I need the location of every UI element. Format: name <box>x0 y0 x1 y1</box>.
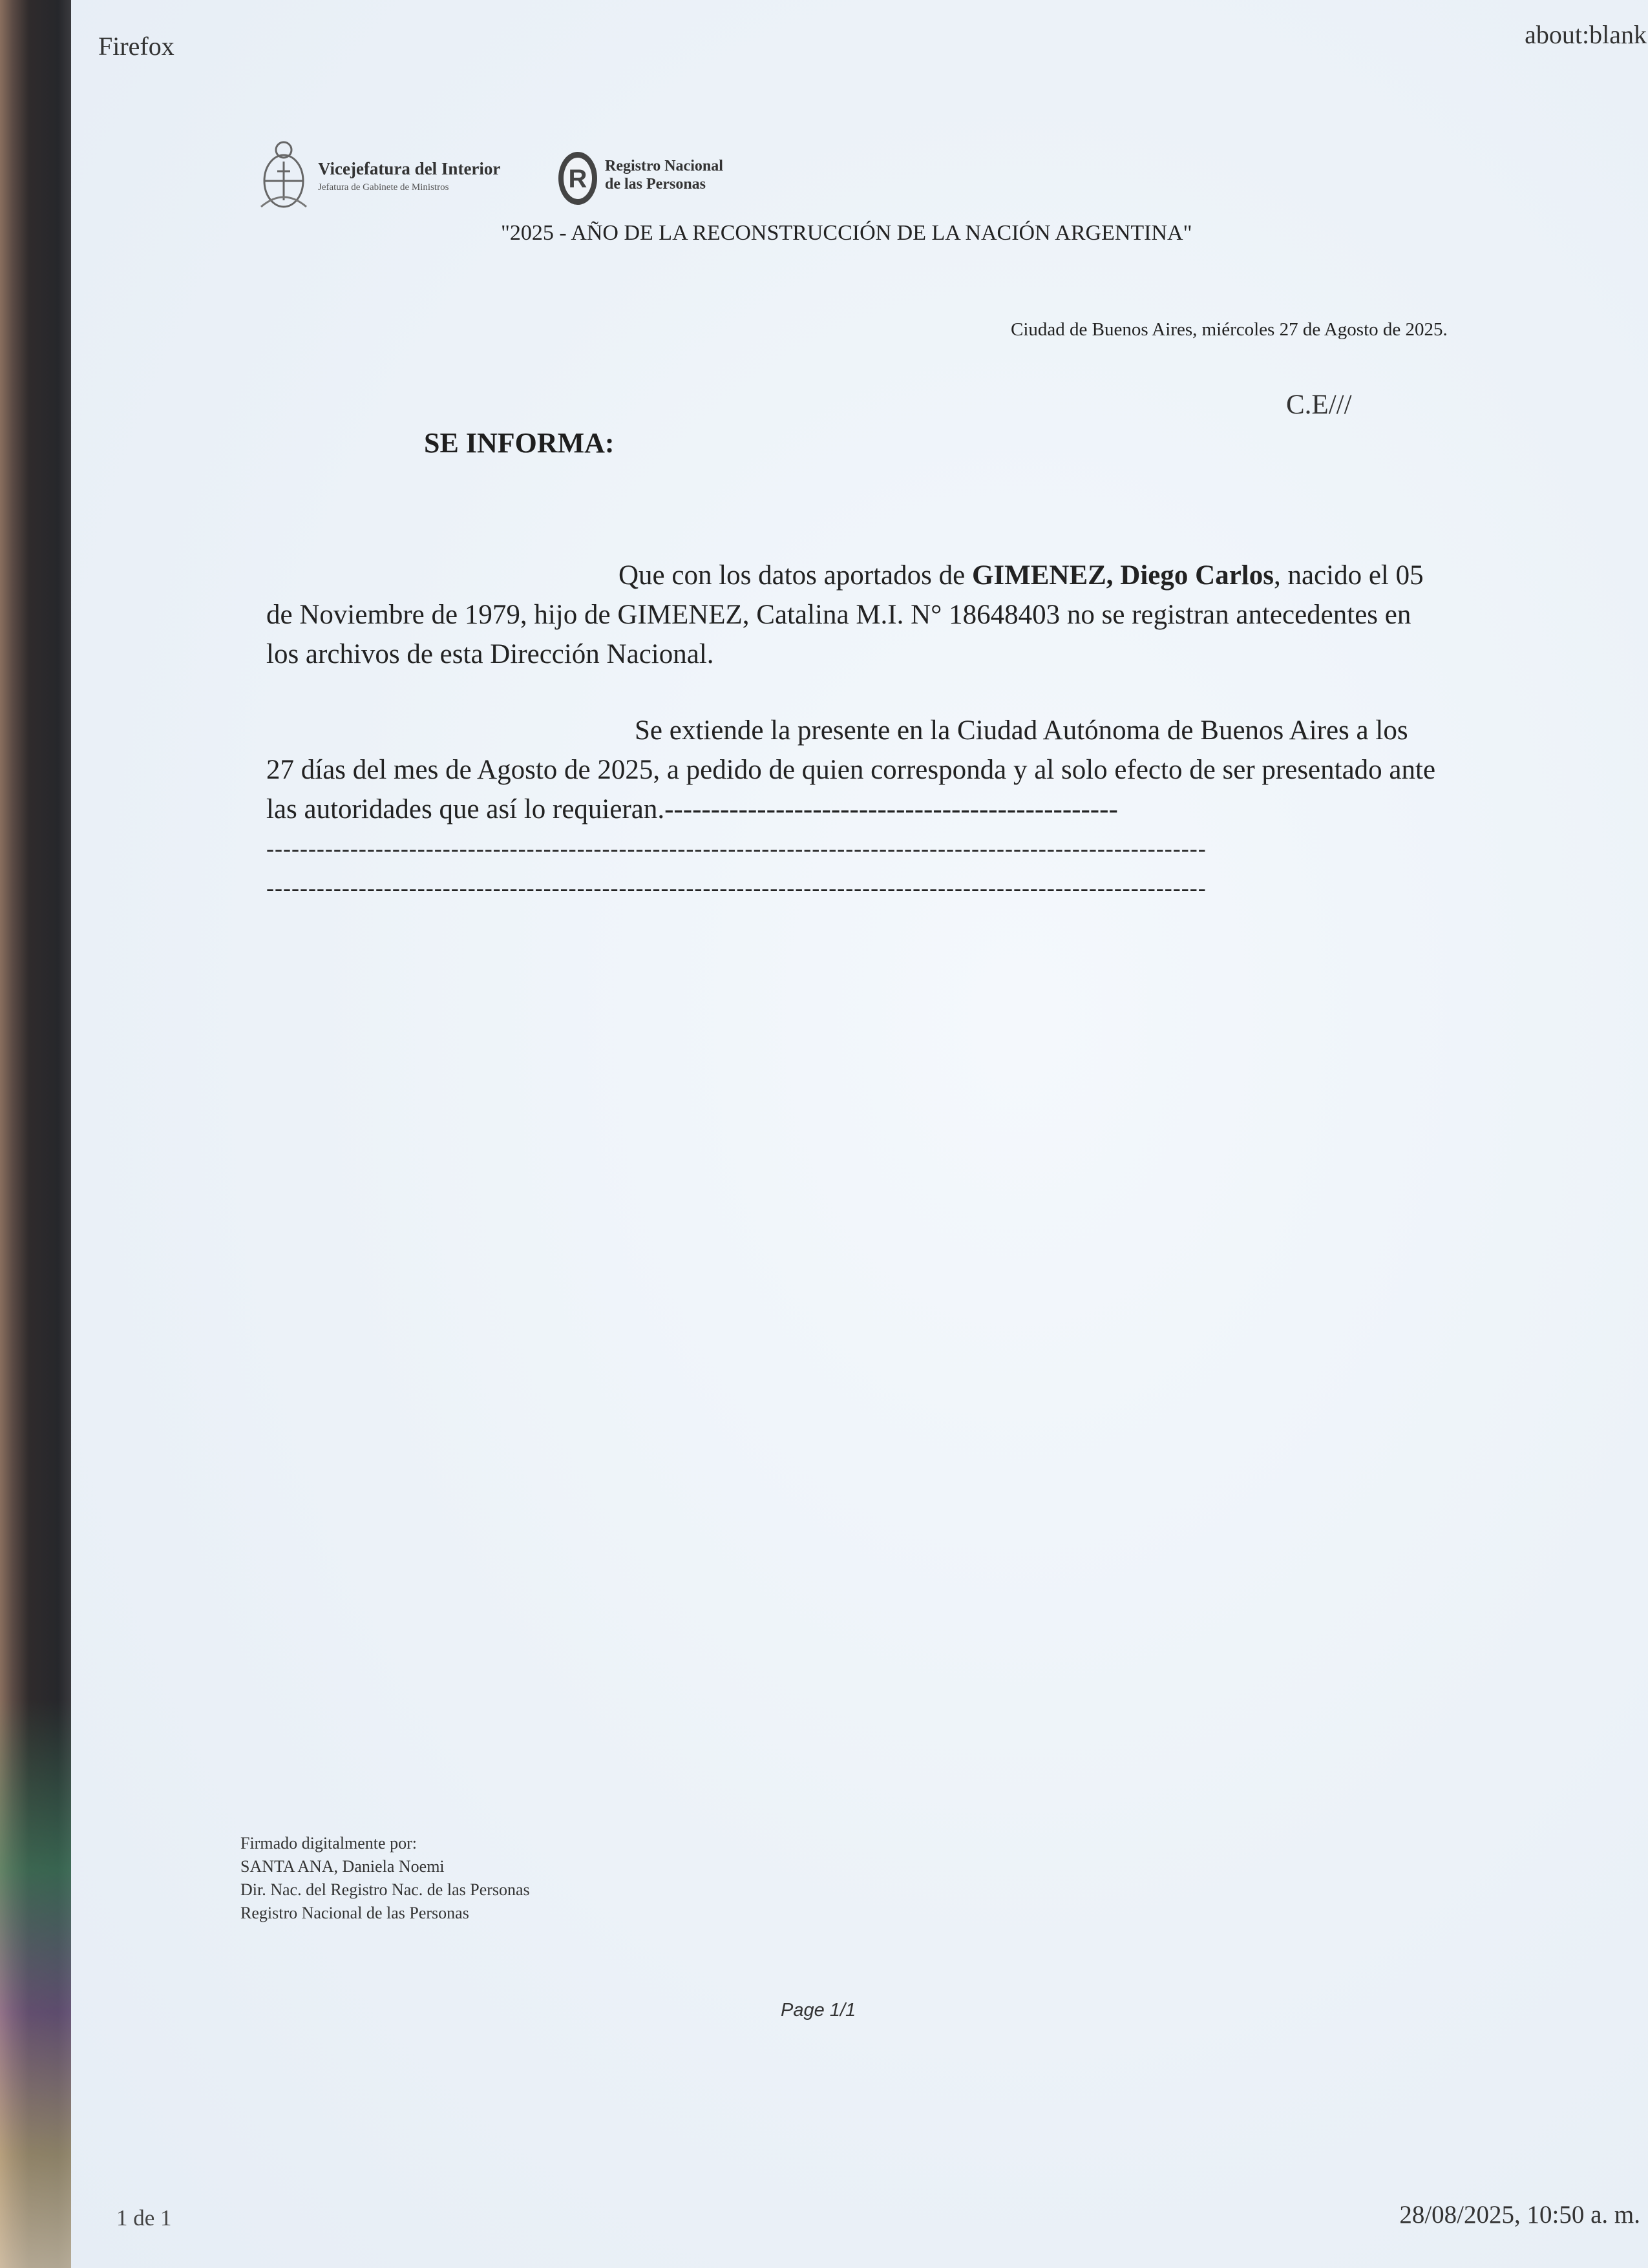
dash-filler-line-2: ---------------------------------------------------------------------------------------------------------------- <box>266 875 1207 901</box>
paragraph-1-start: Que con los datos aportados de <box>618 560 972 591</box>
signature-signer-name: SANTA ANA, Daniela Noemi <box>240 1857 445 1876</box>
browser-print-footer-left: 1 de 1 <box>116 2205 172 2231</box>
document-heading: SE INFORMA: <box>424 427 615 459</box>
digital-signature-block <box>240 1832 530 1925</box>
person-name: GIMENEZ, Diego Carlos <box>971 560 1274 591</box>
letterhead <box>256 136 922 220</box>
signature-line-1: Firmado digitalmente por: <box>240 1834 417 1853</box>
signature-line-3: Dir. Nac. del Registro Nac. de las Personas <box>240 1880 530 1899</box>
paragraph-1-rest: , nacido el 05 de Noviembre de 1979, hijo de GIMENEZ, Catalina M.I. N° 18648403 no se registran antecedentes en los archivos de esta Dirección Nacional. <box>266 560 1424 669</box>
dash-filler-line-1: ---------------------------------------------------------------------------------------------------------------- <box>266 835 1207 861</box>
logo2-title: Registro Nacional <box>605 158 723 174</box>
scanner-color-stain <box>0 1699 78 2268</box>
paragraph-2-text: Se extiende la presente en la Ciudad Autónoma de Buenos Aires a los 27 días del mes de Agosto de 2025, a pedido de quien corresponda y al solo efecto de ser presentado ante las autoridades que así lo requieran.------------------------------------------------- <box>266 715 1436 824</box>
renaper-logo-icon <box>556 150 599 207</box>
logo2-subtitle: de las Personas <box>605 176 706 193</box>
paragraph-1 <box>266 556 1436 674</box>
year-motto: "2025 - AÑO DE LA RECONSTRUCCIÓN DE LA NACIÓN ARGENTINA" <box>501 221 1192 245</box>
page-number: Page 1/1 <box>781 2000 856 2021</box>
argentina-coat-of-arms-icon <box>256 136 312 217</box>
browser-print-header-right: about:blank <box>1525 20 1647 49</box>
logo1-subtitle: Jefatura de Gabinete de Ministros <box>318 182 449 193</box>
paragraph-2 <box>266 711 1436 908</box>
renaper-logo-mark: R <box>568 165 587 193</box>
document-date: Ciudad de Buenos Aires, miércoles 27 de Agosto de 2025. <box>1011 319 1448 340</box>
scanner-edge <box>0 0 78 2268</box>
signature-line-4: Registro Nacional de las Personas <box>240 1904 469 1922</box>
browser-print-footer-right: 28/08/2025, 10:50 a. m. <box>1399 2201 1640 2229</box>
browser-print-header-left: Firefox <box>98 32 174 61</box>
logo1-title: Vicejefatura del Interior <box>318 159 501 178</box>
document-reference: C.E/// <box>1286 390 1352 420</box>
